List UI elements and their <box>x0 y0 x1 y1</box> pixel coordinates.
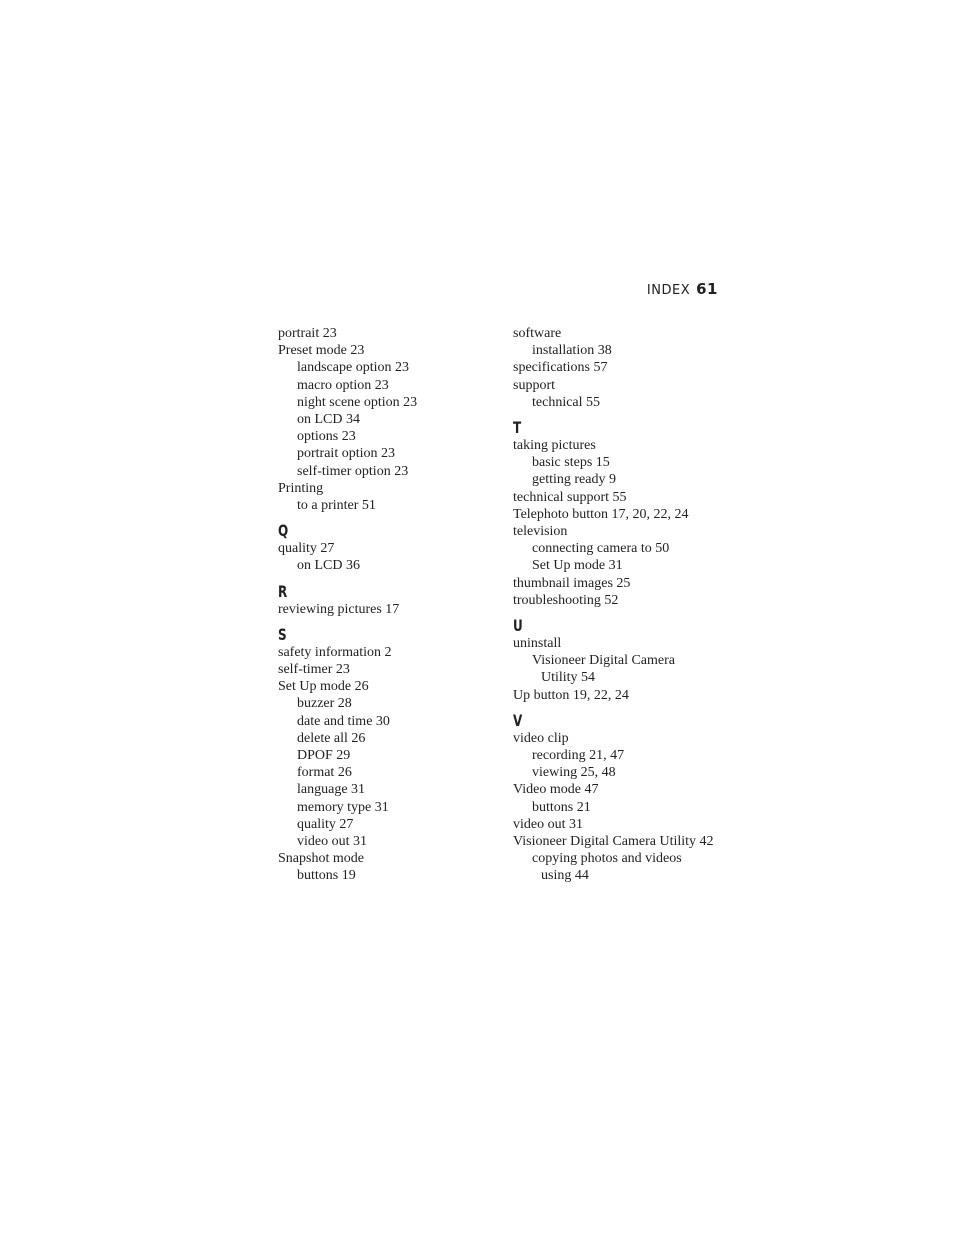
index-subentry: on LCD 34 <box>297 412 360 428</box>
index-subentry: copying photos and videos <box>532 851 682 867</box>
index-entry: support <box>513 377 555 393</box>
index-subentry: viewing 25, 48 <box>532 765 616 781</box>
index-section-letter: Q <box>278 521 289 541</box>
index-column-left <box>278 325 498 885</box>
index-subentry: Visioneer Digital Camera <box>532 653 676 669</box>
index-entry: reviewing pictures 17 <box>278 601 400 617</box>
index-subentry: language 31 <box>297 782 366 798</box>
index-subentry: Utility 54 <box>541 670 596 686</box>
index-entry: Printing <box>278 480 324 496</box>
index-entry: video clip <box>513 730 569 746</box>
index-section-letter: S <box>278 624 287 644</box>
index-subentry: video out 31 <box>297 834 367 850</box>
page-header <box>647 280 718 298</box>
index-entry: Set Up mode 26 <box>278 679 369 695</box>
index-subentry: connecting camera to 50 <box>532 541 670 557</box>
index-subentry: technical 55 <box>532 394 601 410</box>
index-subentry: self-timer option 23 <box>297 463 409 479</box>
index-entry: Telephoto button 17, 20, 22, 24 <box>513 506 689 522</box>
index-subentry: to a printer 51 <box>297 498 376 514</box>
index-subentry: buzzer 28 <box>297 696 352 712</box>
index-entry: technical support 55 <box>513 489 627 505</box>
index-entry: quality 27 <box>278 541 335 557</box>
index-subentry: memory type 31 <box>297 799 389 815</box>
index-subentry: night scene option 23 <box>297 394 418 410</box>
page-number: 61 <box>696 280 718 298</box>
index-subentry: on LCD 36 <box>297 558 360 574</box>
index-subentry: recording 21, 47 <box>532 748 625 764</box>
index-section-letter: T <box>513 418 522 438</box>
index-subentry: getting ready 9 <box>532 472 616 488</box>
index-entry: portrait 23 <box>278 326 337 341</box>
index-section-letter: R <box>278 581 288 601</box>
index-subentry: buttons 21 <box>532 799 591 815</box>
index-column-right <box>513 325 743 885</box>
index-entry: software <box>513 326 562 341</box>
index-entry: specifications 57 <box>513 360 608 376</box>
index-entry: taking pictures <box>513 438 596 454</box>
index-section-letter: V <box>513 710 523 730</box>
index-subentry: buttons 19 <box>297 868 356 884</box>
index-entry: uninstall <box>513 636 562 652</box>
index-entry: video out 31 <box>513 816 583 832</box>
index-subentry: quality 27 <box>297 816 354 832</box>
index-entry: safety information 2 <box>278 644 392 660</box>
index-subentry: Set Up mode 31 <box>532 558 623 574</box>
index-subentry: format 26 <box>297 765 352 781</box>
index-subentry: basic steps 15 <box>532 455 610 471</box>
index-section-letter: U <box>513 616 523 636</box>
index-subentry: delete all 26 <box>297 730 366 746</box>
index-subentry: macro option 23 <box>297 377 389 393</box>
index-entry: Visioneer Digital Camera Utility 42 <box>513 834 714 850</box>
index-entry: self-timer 23 <box>278 662 350 678</box>
index-subentry: landscape option 23 <box>297 360 409 376</box>
index-subentry: portrait option 23 <box>297 446 395 462</box>
index-entry: Video mode 47 <box>513 782 599 798</box>
index-entry: Snapshot mode <box>278 851 364 867</box>
index-entry: television <box>513 524 568 540</box>
index-entry: Up button 19, 22, 24 <box>513 687 629 703</box>
index-subentry: installation 38 <box>532 343 612 359</box>
index-subentry: using 44 <box>541 868 589 884</box>
index-entry: thumbnail images 25 <box>513 575 631 591</box>
index-entry: Preset mode 23 <box>278 343 365 359</box>
index-subentry: options 23 <box>297 429 356 445</box>
header-label: INDEX <box>646 283 691 298</box>
index-subentry: date and time 30 <box>297 713 390 729</box>
index-entry: troubleshooting 52 <box>513 592 619 608</box>
index-subentry: DPOF 29 <box>297 748 351 764</box>
